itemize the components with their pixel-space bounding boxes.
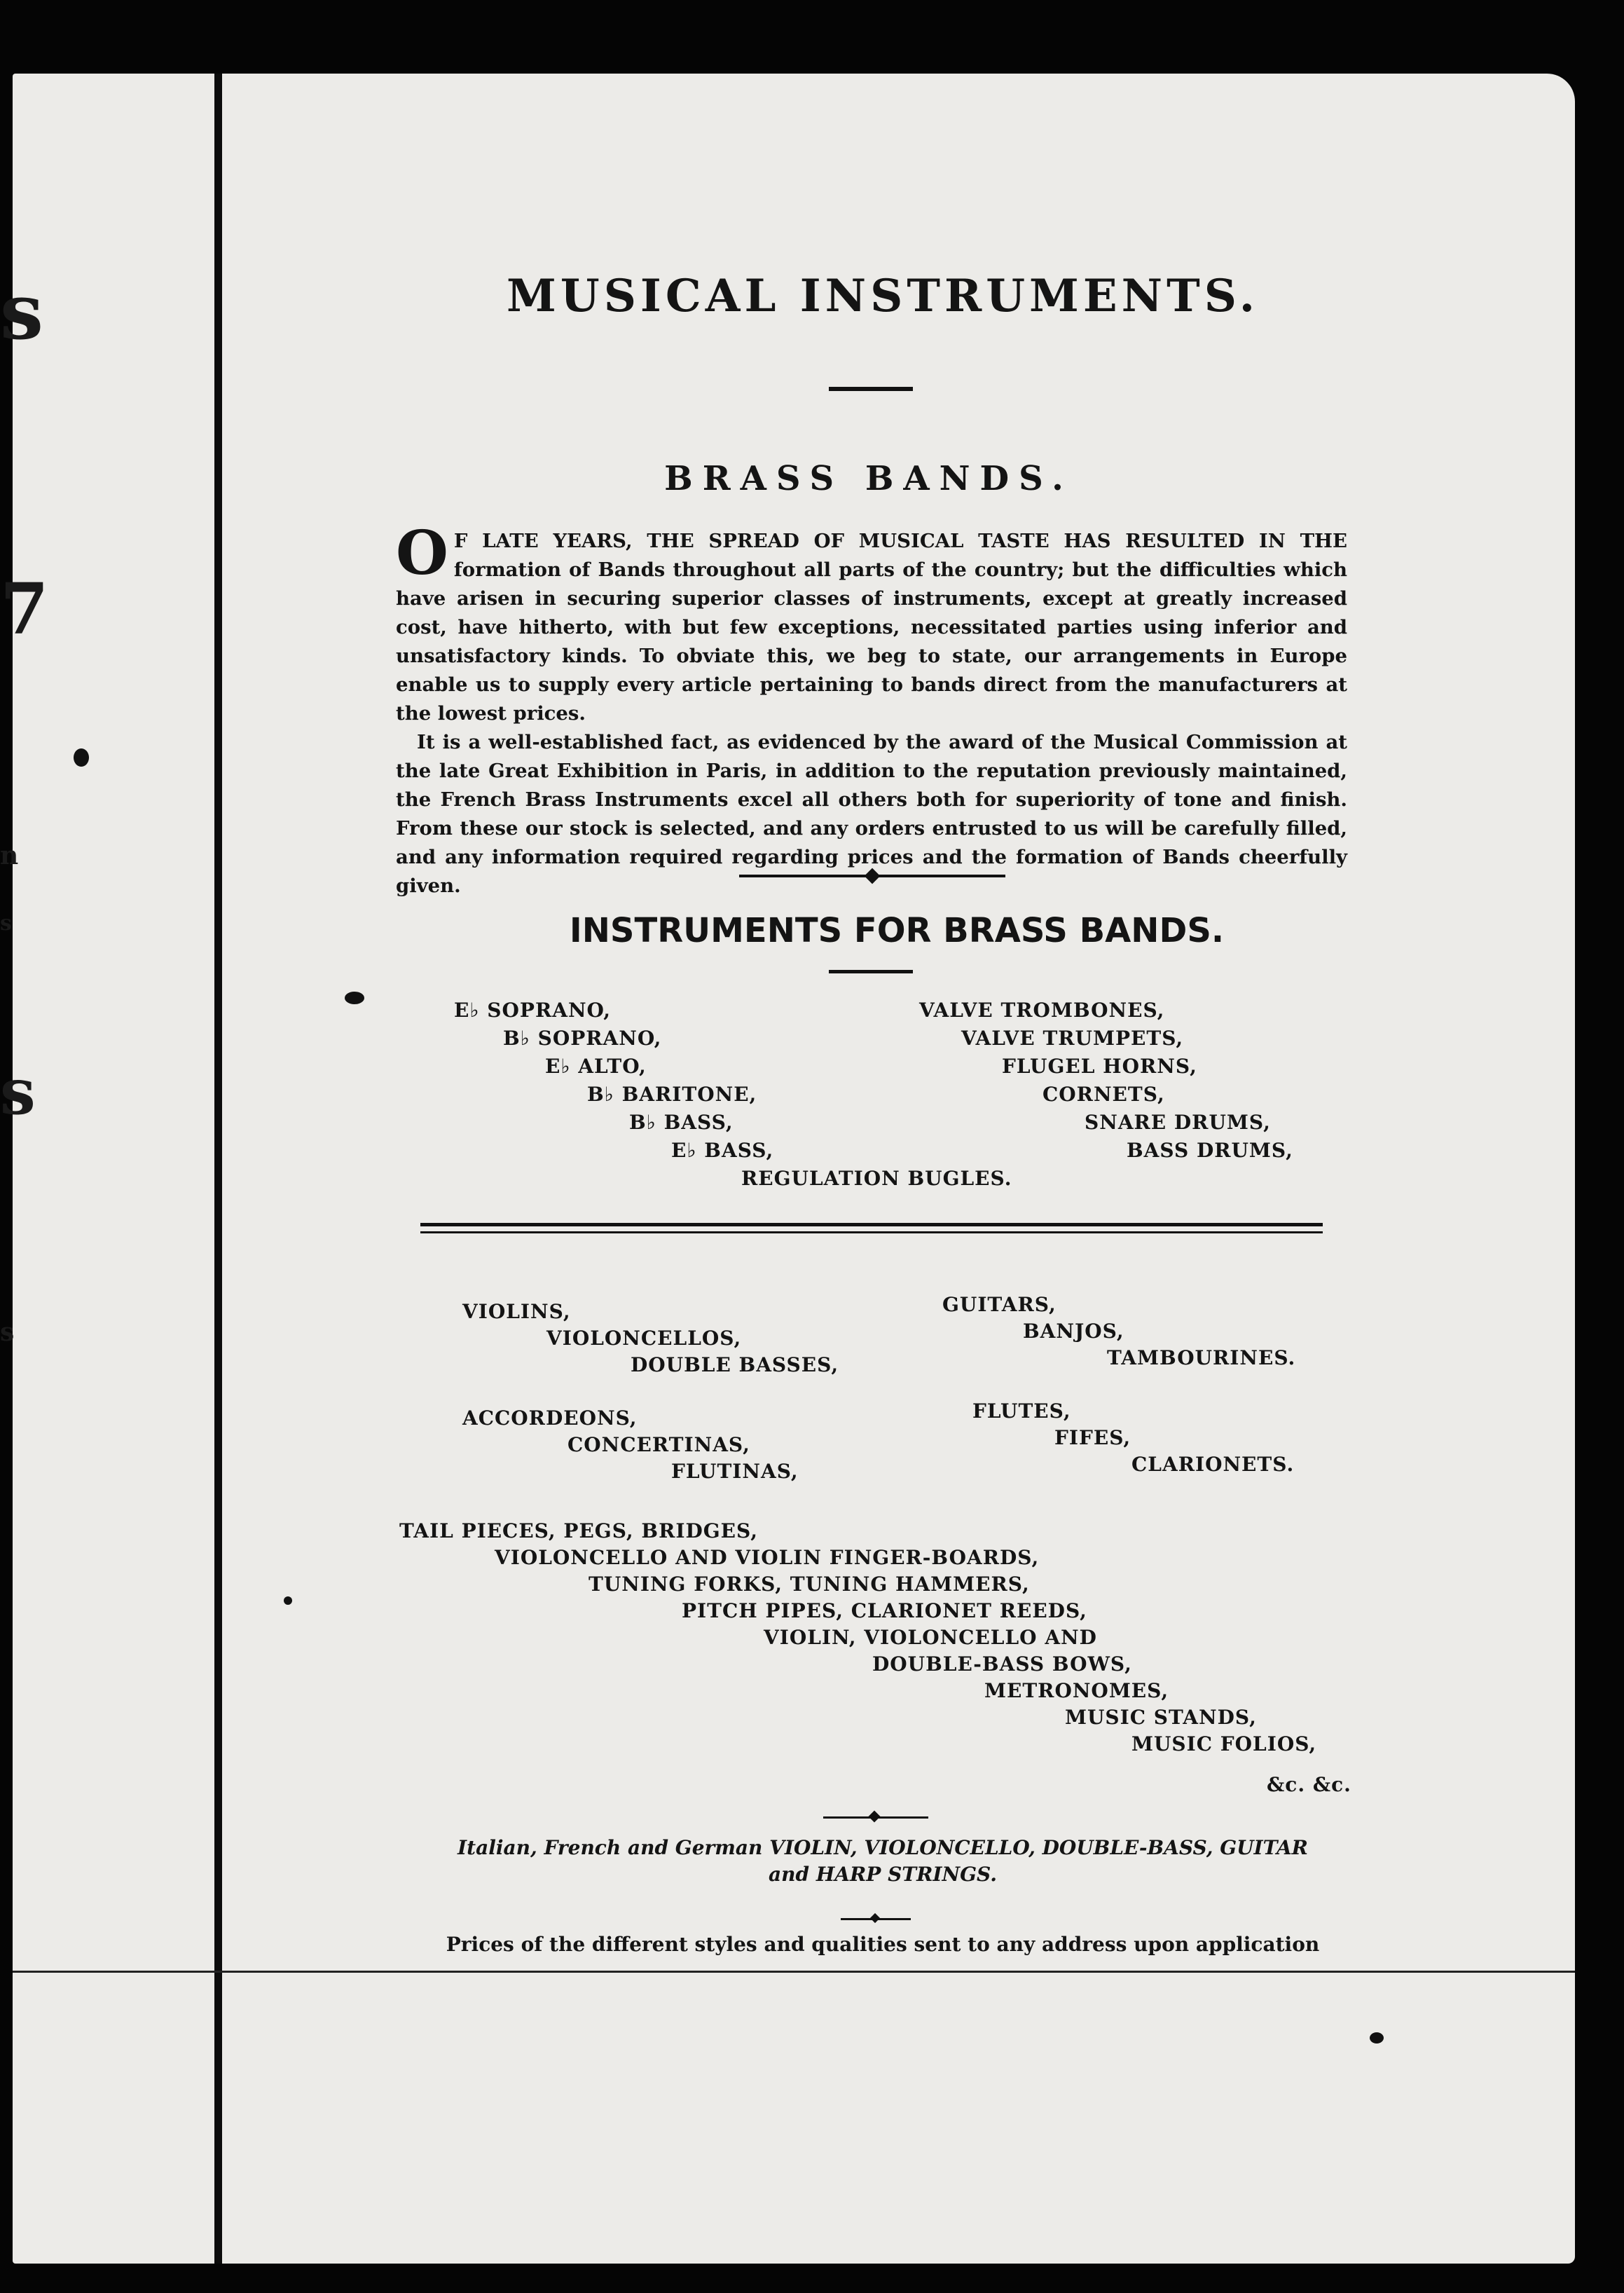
book-gutter	[214, 74, 222, 2264]
intro-paragraph-2: It is a well-established fact, as evidenced by the award of the Musical Commission at the late Great Exhibition in Paris, in addition to the reputation previously maintained, the French Brass Instruments excel all others both for superiority of tone and finish. From these our stock is selected, and any orders entrusted to us will be carefully filled, and any information required regarding prices and the formation of Bands cheerfully given.	[396, 731, 1347, 897]
list-item: CONCERTINAS,	[567, 1433, 750, 1456]
ink-speck	[74, 748, 89, 767]
list-item: GUITARS,	[942, 1293, 1057, 1316]
list-item: TUNING FORKS, TUNING HAMMERS,	[589, 1573, 1030, 1596]
list-item: TAIL PIECES, PEGS, BRIDGES,	[399, 1519, 758, 1542]
list-item: B♭ SOPRANO,	[503, 1027, 662, 1050]
page-title: MUSICAL INSTRUMENTS.	[507, 270, 1259, 322]
ink-speck	[345, 992, 364, 1004]
list-item: REGULATION BUGLES.	[741, 1167, 1012, 1190]
list-item: E♭ SOPRANO,	[454, 999, 612, 1022]
list-item: VIOLIN, VIOLONCELLO AND	[764, 1626, 1097, 1649]
left-page-fragment: s	[0, 1317, 15, 1347]
title-rule	[829, 387, 913, 391]
list-item: FLUTINAS,	[671, 1460, 799, 1483]
instruments-heading: INSTRUMENTS FOR BRASS BANDS.	[569, 911, 1225, 950]
list-item: MUSIC STANDS,	[1065, 1706, 1257, 1729]
list-item: DOUBLE BASSES,	[631, 1353, 839, 1376]
left-page-fragment: s	[0, 266, 43, 357]
left-page-fragment: n	[0, 841, 19, 870]
list-item: PITCH PIPES, CLARIONET REEDS,	[682, 1599, 1087, 1622]
list-item: BANJOS,	[1023, 1320, 1124, 1343]
list-item: VALVE TRUMPETS,	[961, 1027, 1184, 1050]
list-item: METRONOMES,	[984, 1679, 1169, 1702]
list-item: MUSIC FOLIOS,	[1131, 1732, 1317, 1755]
list-item: VALVE TROMBONES,	[919, 999, 1165, 1022]
ink-speck	[284, 1596, 292, 1605]
intro-text	[396, 518, 1347, 901]
list-item: CLARIONETS.	[1131, 1453, 1295, 1476]
left-page-rule	[13, 1971, 1575, 1973]
list-item: SNARE DRUMS,	[1085, 1111, 1271, 1134]
list-item: FLUGEL HORNS,	[1002, 1055, 1197, 1078]
list-item: BASS DRUMS,	[1127, 1139, 1293, 1162]
list-item: CORNETS,	[1042, 1083, 1165, 1106]
list-item: ACCORDEONS,	[462, 1406, 638, 1430]
double-rule	[420, 1223, 1323, 1226]
double-rule	[420, 1231, 1323, 1233]
list-item: TAMBOURINES.	[1107, 1346, 1296, 1369]
list-item: VIOLINS,	[462, 1300, 571, 1323]
strings-note-line-1: Italian, French and German VIOLIN, VIOLONCELLO, DOUBLE-BASS, GUITAR	[457, 1836, 1308, 1859]
ink-speck	[1370, 2032, 1384, 2044]
left-page-fragment: 7	[0, 568, 49, 650]
left-page-fragment: s	[0, 1055, 36, 1129]
list-item: FIFES,	[1054, 1426, 1131, 1449]
list-item: B♭ BASS,	[629, 1111, 734, 1134]
list-item: B♭ BARITONE,	[587, 1083, 757, 1106]
list-item: VIOLONCELLOS,	[546, 1327, 742, 1350]
list-item: &c. &c.	[1267, 1773, 1351, 1796]
intro-paragraph-1: O F LATE YEARS, THE SPREAD OF MUSICAL TASTE HAS RESULTED IN THE formation of Bands throughout all parts of the country; but the difficulties which have arisen in securing superior classes of instruments, except at greatly increased cost, have hitherto, with but few exceptions, necessitated parties using inferior and unsatisfactory kinds. To obviate this, we beg to state, our arrangements in Europe enable us to supply every article pertaining to bands direct from the manufacturers at the lowest prices.	[396, 518, 1347, 725]
instruments-rule	[829, 970, 913, 973]
list-item: E♭ ALTO,	[545, 1055, 647, 1078]
brass-bands-heading: BRASS BANDS.	[664, 459, 1073, 498]
list-item: FLUTES,	[972, 1399, 1071, 1423]
list-item: E♭ BASS,	[671, 1139, 774, 1162]
strings-note-line-2: and HARP STRINGS.	[769, 1863, 997, 1886]
list-item: VIOLONCELLO AND VIOLIN FINGER-BOARDS,	[495, 1546, 1040, 1569]
left-page-fragment: s	[0, 911, 12, 936]
prices-note: Prices of the different styles and qualities sent to any address upon application	[446, 1933, 1320, 1956]
drop-cap: O	[396, 518, 448, 589]
list-item: DOUBLE-BASS BOWS,	[872, 1652, 1132, 1676]
